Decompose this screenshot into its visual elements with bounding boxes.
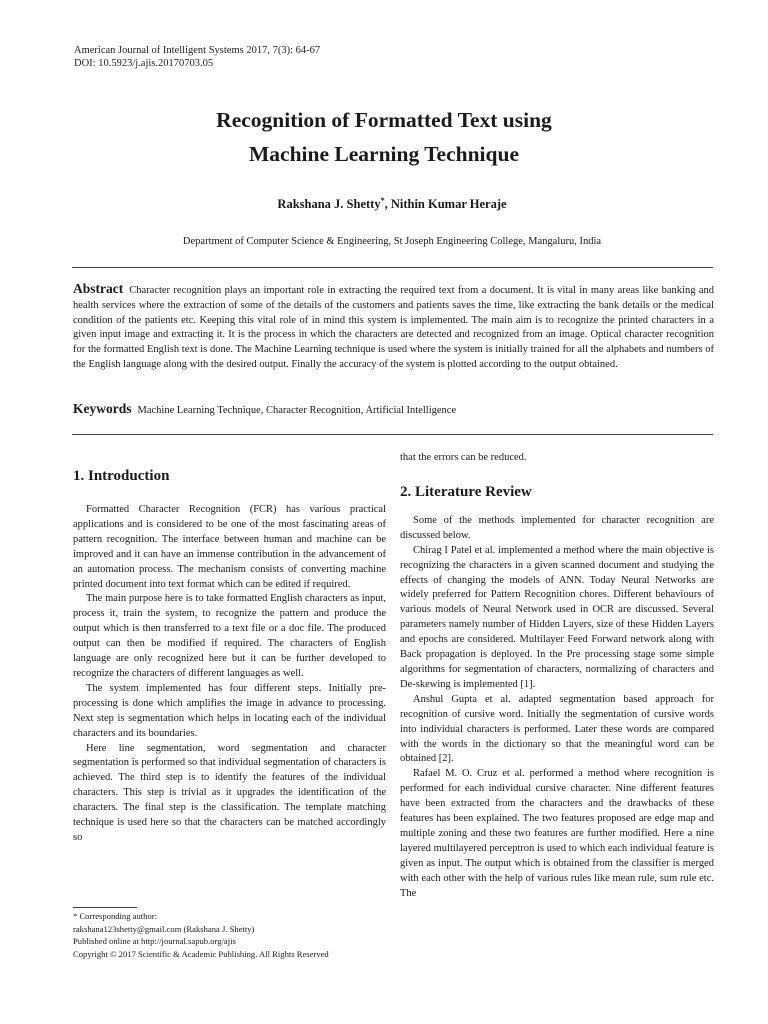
title-line-1: Recognition of Formatted Text using [216,108,552,132]
literature-paragraph-2: Chirag I Patel et al. implemented a method where the main objective is recognizing the characters in a given scanned document and studying the effects of changing the models of ANN. Today Neural Networks are widely preferred for Pattern Recognition chores. Different behaviours of various models of Neural Network used in OCR are discussed. Several parameters namely number of Hidden Layers, size of these Hidden Layers and epochs are considered. Multilayer Feed Forward network along with Back propagation is deployed. In the Pre processing stage some simple algorithms for segmentation of characters, normalizing of characters and De-skewing is implemented [1]. [400,544,714,690]
abstract-label: Abstract [73,281,124,296]
literature-review-heading: 2. Literature Review [400,483,532,500]
intro-paragraph-4: Here line segmentation, word segmentation and character segmentation is performed so that individual segmentation of characters is achieved. The third step is to identify the features of the individual characters. This step is trivial as it upgrades the identification of the characters. The final step is the classification. The template matching technique is used here so that the characters can be matched accordingly so [73,742,386,843]
journal-header [74,44,320,70]
keywords [73,401,714,417]
title-line-2: Machine Learning Technique [249,142,519,166]
author-1: Rakshana J. Shetty [277,197,381,212]
affiliation: Department of Computer Science & Engineering, St Joseph Engineering College, Mangaluru, India [182,236,602,247]
corresponding-mark: * [380,196,385,205]
intro-paragraph-3: The system implemented has four different steps. Initially pre-processing is done which amplifies the image in advance to processing. Next step is segmentation which helps in locating each of the individual characters and its boundaries. [73,682,386,739]
literature-paragraph-1: Some of the methods implemented for character recognition are discussed below. [400,514,714,541]
paper-title [0,103,768,171]
intro-paragraph-2: The main purpose here is to take formatted English characters as input, process it, train the system, to recognize the pattern and produce the output which is then transferred to a text file or a doc file. The produced output can then be modified if required. The characters of English language are only recognized here but it can be further developed to recognize the characters of different languages as well. [73,593,386,679]
published-online[interactable]: Published online at http://journal.sapub.org/ajis [73,936,236,947]
intro-continuation: that the errors can be reduced. [400,452,527,463]
intro-paragraph-1: Formatted Character Recognition (FCR) has various practical applications and is considered to be one of the most fascinating areas of pattern recognition. The interface between human and machine can be improved and it can have an immense contribution in the advancement of an automation process. The mechanism consists of converting machine printed document into text format which can be edited if required. [73,504,386,590]
keywords-label: Keywords [73,401,132,416]
right-column [400,451,714,901]
authors [0,196,768,212]
author-separator: , [384,197,391,212]
corresponding-author: * Corresponding author: [73,911,158,921]
abstract-text: Character recognition plays an important role in extracting the required text from a document. It is vital in many areas like banking and health services where the extraction of some of the details of the customers and patients saves the time, like extracting the bank details or the medical condition of the patients etc. Keeping this vital role of in mind this system is implemented. The main aim is to recognize the printed characters in a given input image and extracting it. It is the process in which the characters are detected and recognized from an image. Optical character recognition for the formatted English text is done. The Machine Learning technique is used where the system is initially trained for all the alphabets and numbers of the English language along with the desired output. Finally the accuracy of the system is plotted according to the output obtained. [73,285,714,370]
introduction-heading: 1. Introduction [73,468,170,484]
abstract [73,282,714,373]
author-email[interactable]: rakshana123shetty@gmail.com (Rakshana J. Shetty) [73,923,255,934]
footnote-separator [73,907,137,908]
left-column [73,466,386,846]
keywords-text: Machine Learning Technique, Character Recognition, Artificial Intelligence [137,405,457,416]
copyright: Copyright © 2017 Scientific & Academic Publishing. All Rights Reserved [73,948,329,959]
journal-citation: American Journal of Intelligent Systems 2017, 7(3): 64-67 [74,45,321,56]
divider-bottom [72,434,713,435]
footnotes [73,910,386,960]
doi[interactable]: DOI: 10.5923/j.ajis.20170703.05 [74,58,214,69]
literature-paragraph-4: Rafael M. O. Cruz et al. performed a method where recognition is performed for each individual cursive character. Nine different features have been extracted from the characters and the drawbacks of these features has been explained. The two features proposed are edge map and multiple zoning and these two features are further modified. Here a nine layered multilayered perceptron is used to which each individual feature is given as input. The output which is obtained from the classifier is merged with each other with the help of various rules like mean rule, sum rule etc. The [400,768,714,899]
divider-top [72,267,713,268]
author-2: Nithin Kumar Heraje [390,197,507,212]
literature-paragraph-3: Anshul Gupta et al. adapted segmentation based approach for recognition of cursive word. Initially the segmentation of cursive words into individual characters is performed. Later these words are compared with the words in the dictionary so that the meaningful word can be obtained [2]. [400,693,714,765]
